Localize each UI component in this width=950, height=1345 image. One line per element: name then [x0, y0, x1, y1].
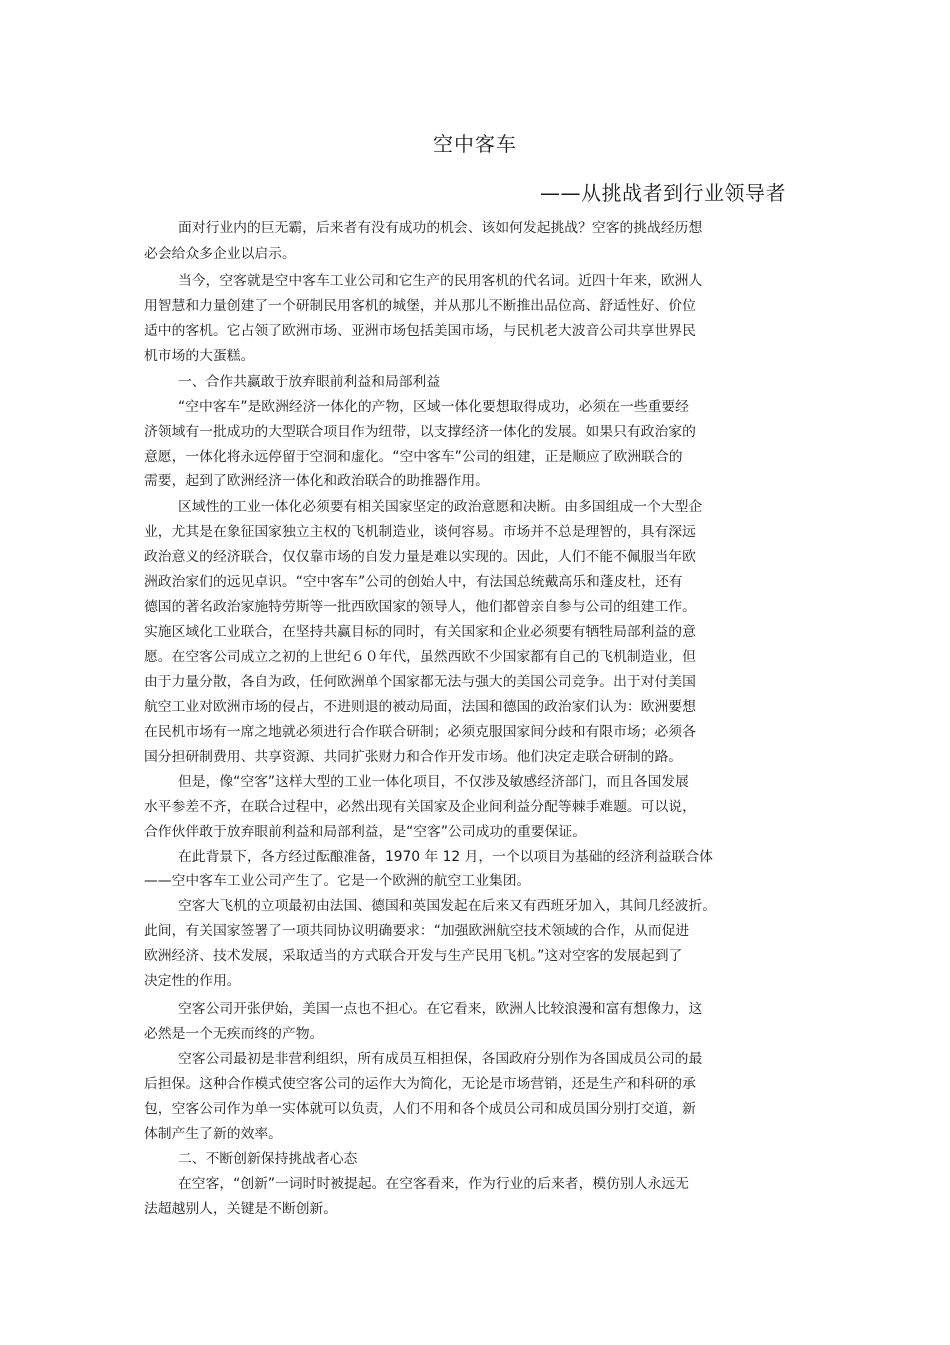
section-heading: 一、合作共赢敢于放弃眼前利益和局部利益 [178, 374, 441, 390]
section-heading: 二、不断创新保持挑战者心态 [178, 1151, 358, 1167]
body-line: ——空中客车工业公司产生了。它是一个欧洲的航空工业集团。 [144, 873, 531, 889]
body-line: 后担保。这种合作模式使空客公司的运作大为简化，无论是市场营销，还是生产和科研的承 [144, 1076, 696, 1092]
body-line: 由于力量分散，各自为政，任何欧洲单个国家都无法与强大的美国公司竞争。出于对付美国 [144, 674, 696, 690]
body-line: 区域性的工业一体化必须要有相关国家坚定的政治意愿和决断。由多国组成一个大型企 [178, 499, 703, 515]
body-line: 欧洲经济、技术发展，采取适当的方式联合开发与生产民用飞机。”这对空客的发展起到了 [144, 948, 683, 964]
body-line: 法超越别人，关键是不断创新。 [144, 1201, 338, 1217]
body-line: 决定性的作用。 [144, 973, 241, 989]
body-line: 此间，有关国家签署了一项共同协议明确要求：“加强欧洲航空技术领域的合作，从而促进 [144, 923, 690, 939]
body-line: 业，尤其是在象征国家独立主权的飞机制造业，谈何容易。市场并不总是理智的，具有深远 [144, 524, 696, 540]
document-title: 空中客车 [433, 132, 517, 156]
body-line: 航空工业对欧洲市场的侵占，不进则退的被动局面，法国和德国的政治家们认为：欧洲要想 [144, 699, 696, 715]
body-line: 洲政治家们的远见卓识。“空中客车”公司的创始人中，有法国总统戴高乐和蓬皮杜，还有 [144, 574, 683, 590]
body-line: 在民机市场有一席之地就必须进行合作联合研制；必须克服国家间分歧和有限市场；必须各 [144, 724, 696, 740]
body-line: 必然是一个无疾而终的产物。 [144, 1026, 324, 1042]
body-line: 水平参差不齐，在联合过程中，必然出现有关国家及企业间利益分配等棘手难题。可以说， [144, 799, 696, 815]
body-line: 包，空客公司作为单一实体就可以负责，人们不用和各个成员公司和成员国分别打交道，新 [144, 1101, 696, 1117]
body-line: 政治意义的经济联合，仅仅靠市场的自发力量是难以实现的。因此，人们不能不佩服当年欧 [144, 549, 696, 565]
body-line: 在空客，“创新”一词时时被提起。在空客看来，作为行业的后来者，模仿别人永远无 [178, 1176, 689, 1192]
body-line: 实施区域化工业联合，在坚持共赢目标的同时，有关国家和企业必须要有牺牲局部利益的意 [144, 624, 696, 640]
body-line: 适中的客机。它占领了欧洲市场、亚洲市场包括美国市场，与民机老大波音公司共享世界民 [144, 323, 696, 339]
body-line: 体制产生了新的效率。 [144, 1126, 282, 1142]
body-line: 用智慧和力量创建了一个研制民用客机的城堡，并从那儿不断推出品位高、舒适性好、价位 [144, 298, 696, 314]
body-line: 空客公司开张伊始，美国一点也不担心。在它看来，欧洲人比较浪漫和富有想像力，这 [178, 1001, 703, 1017]
body-line: 但是，像“空客”这样大型的工业一体化项目，不仅涉及敏感经济部门，而且各国发展 [178, 774, 689, 790]
body-line: 国分担研制费用、共享资源、共同扩张财力和合作开发市场。他们决定走联合研制的路。 [144, 749, 683, 765]
body-line: 济领域有一批成功的大型联合项目作为纽带，以支撑经济一体化的发展。如果只有政治家的 [144, 424, 696, 440]
body-line: “空中客车”是欧洲经济一体化的产物，区域一体化要想取得成功，必须在一些重要经 [178, 399, 689, 415]
body-line: 必会给众多企业以启示。 [144, 246, 296, 262]
body-line: 机市场的大蛋糕。 [144, 348, 255, 364]
body-line: 德国的著名政治家施特劳斯等一批西欧国家的领导人，他们都曾亲自参与公司的组建工作。 [144, 599, 696, 615]
body-line: 意愿，一体化将永远停留于空洞和虚化。“空中客车”公司的组建，正是顺应了欧洲联合的 [144, 449, 683, 465]
body-line: 合作伙伴敢于放弃眼前利益和局部利益，是“空客”公司成功的重要保证。 [144, 824, 586, 840]
document-subtitle: ——从挑战者到行业领导者 [540, 181, 786, 205]
body-line: 当今，空客就是空中客车工业公司和它生产的民用客机的代名词。近四十年来，欧洲人 [178, 273, 703, 289]
body-line: 空客公司最初是非营利组织，所有成员互相担保，各国政府分别作为各国成员公司的最 [178, 1051, 703, 1067]
body-line: 面对行业内的巨无霸，后来者有没有成功的机会、该如何发起挑战？空客的挑战经历想 [178, 220, 703, 236]
body-line: 空客大飞机的立项最初由法国、德国和英国发起在后来又有西班牙加入，其间几经波折。 [178, 898, 717, 914]
body-line: 愿。在空客公司成立之初的上世纪６０年代，虽然西欧不少国家都有自己的飞机制造业，但 [144, 649, 696, 665]
body-line: 在此背景下，各方经过酝酿准备，1970 年 12 月，一个以项目为基础的经济利益联合体 [178, 849, 713, 865]
body-line: 需要，起到了欧洲经济一体化和政治联合的助推器作用。 [144, 473, 489, 489]
